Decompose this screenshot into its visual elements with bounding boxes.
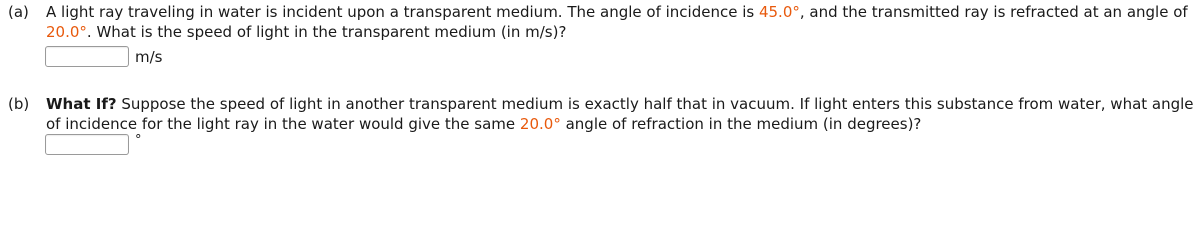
what-if-label: What If? bbox=[46, 95, 117, 113]
answer-row-b bbox=[45, 134, 142, 155]
part-label-b: (b) bbox=[8, 95, 30, 113]
answer-input-b[interactable] bbox=[45, 134, 129, 155]
refraction-angle-value-b: 20.0° bbox=[519, 115, 561, 133]
question-row-b bbox=[0, 92, 1200, 134]
question-text-b-2: angle of refraction in the medium (in degrees)? bbox=[560, 115, 922, 133]
question-text-b-1: Suppose the speed of light in another transparent medium is exactly half that in vacuum. If light enters this substance from water, what angle of incidence for the light ray in the water would give the same bbox=[46, 95, 1194, 133]
degree-unit-label: ° bbox=[135, 133, 142, 148]
question-text-a-1: A light ray traveling in water is incident upon a transparent medium. The angle of incidence is bbox=[46, 3, 759, 21]
question-text-b bbox=[46, 92, 1194, 134]
part-label-a: (a) bbox=[8, 3, 29, 21]
refraction-angle-value-a: 20.0° bbox=[46, 23, 87, 41]
question-part-b bbox=[0, 92, 1200, 148]
question-part-a bbox=[0, 0, 1200, 66]
question-text-a bbox=[46, 0, 1194, 42]
incidence-angle-value: 45.0° bbox=[758, 3, 800, 21]
answer-row-a bbox=[45, 46, 162, 67]
answer-input-a[interactable] bbox=[45, 46, 129, 67]
unit-label-a: m/s bbox=[135, 47, 163, 66]
question-row-a bbox=[0, 0, 1200, 42]
question-text-a-2: , and the transmitted ray is refracted at an angle of bbox=[799, 3, 1188, 21]
question-text-a-3: . What is the speed of light in the transparent medium (in m/s)? bbox=[86, 23, 567, 41]
